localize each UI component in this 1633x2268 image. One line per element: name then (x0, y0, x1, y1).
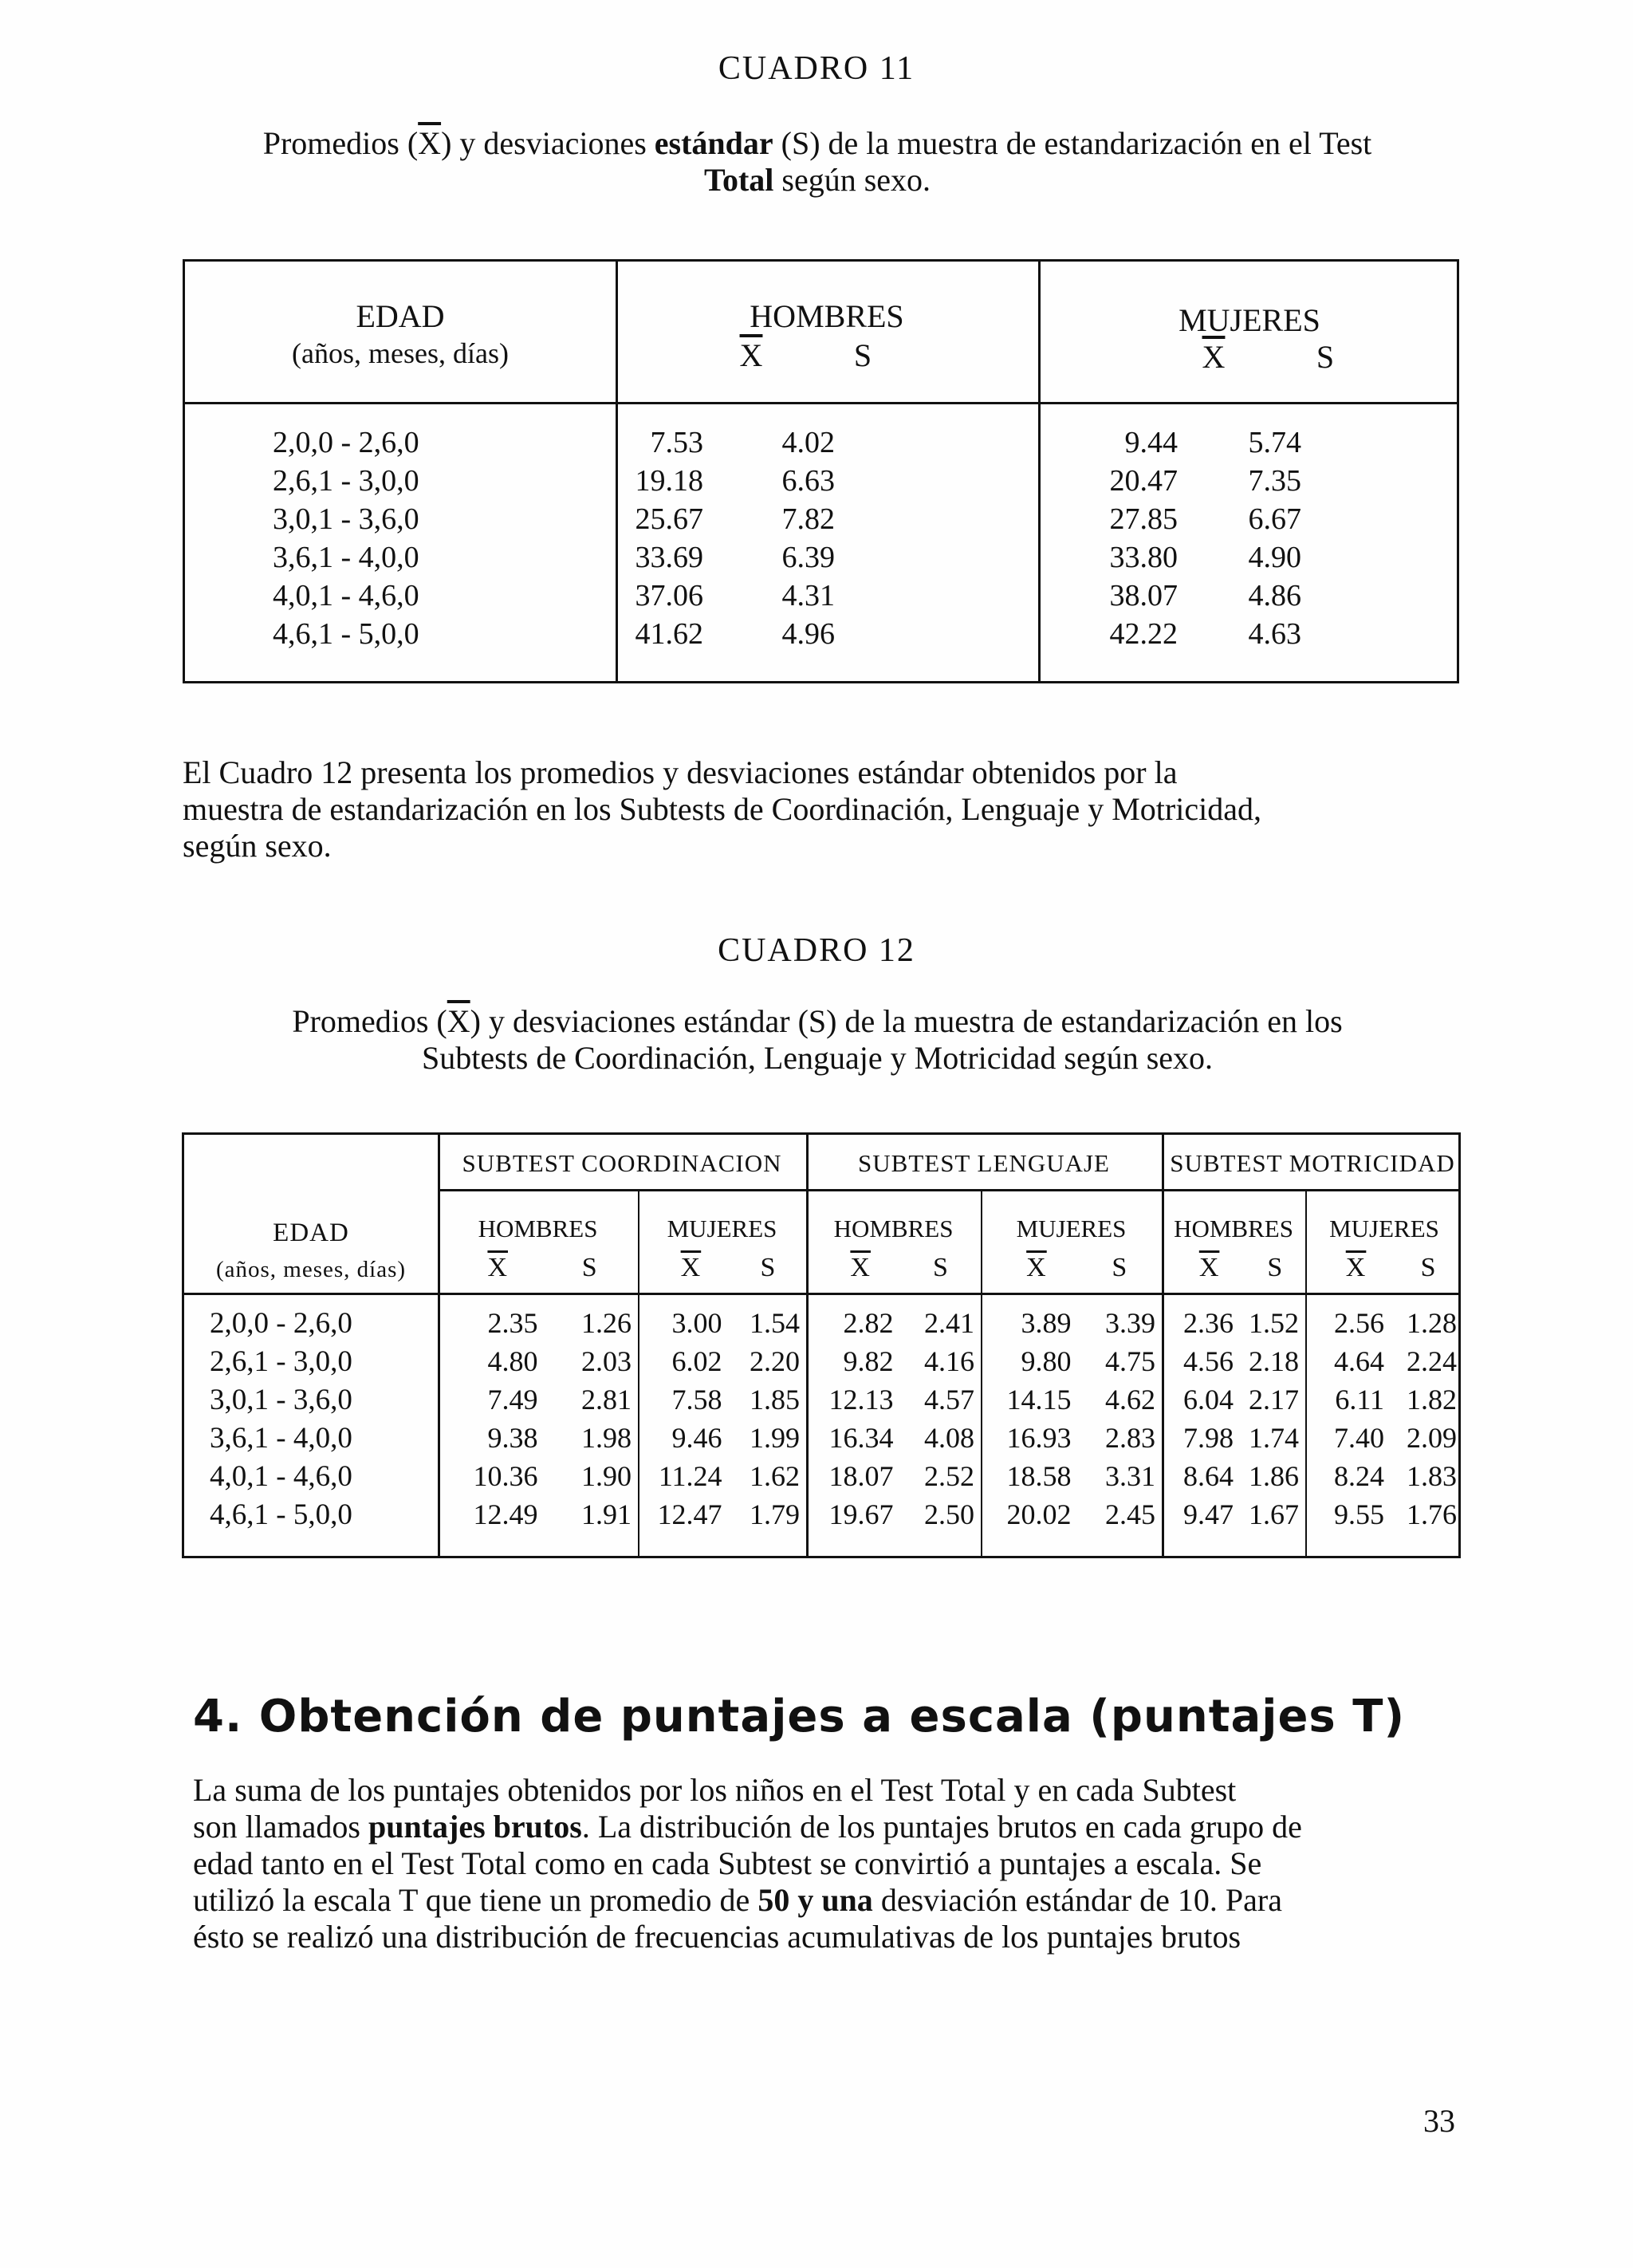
cell-edad: 3,0,1 - 3,6,0 (210, 1384, 352, 1416)
table-cell: 2.45 (1105, 1498, 1155, 1530)
cell-edad: 4,0,1 - 4,6,0 (210, 1460, 352, 1493)
table-cell: 3.89 (1021, 1307, 1072, 1339)
cell-edad: 3,6,1 - 4,0,0 (210, 1422, 352, 1455)
header-hombres: HOMBRES (1174, 1215, 1293, 1242)
cell-edad: 3,6,1 - 4,0,0 (273, 541, 419, 574)
table-cell: 7.98 (1183, 1422, 1234, 1454)
cell-mujeres-s: 4.90 (1248, 541, 1301, 574)
table-cell: 4.75 (1105, 1345, 1155, 1377)
cell-hombres-x: 33.69 (635, 541, 703, 574)
cuadro-12-table (182, 1132, 1461, 1558)
cell-edad: 4,6,1 - 5,0,0 (273, 617, 419, 651)
header-mujeres: MUJERES (1016, 1215, 1127, 1242)
table-cell: 2.82 (843, 1307, 894, 1339)
table-cell: 2.83 (1105, 1422, 1155, 1454)
table-cell: 1.74 (1249, 1422, 1299, 1454)
table-cell: 12.49 (473, 1498, 538, 1530)
header-subtest-coordinacion: SUBTEST COORDINACION (462, 1149, 782, 1177)
header-mujeres: MUJERES (667, 1215, 777, 1242)
table-cell: 1.52 (1249, 1307, 1299, 1339)
cell-edad: 2,6,1 - 3,0,0 (210, 1345, 352, 1378)
cuadro-12-caption: Promedios $(\overline{X})$ y desviaciones estándar (S) de la muestra de estandarización en los Subtests de Coordinación, Lenguaje y Motricidad según sexo. (292, 1003, 1343, 1076)
intro-paragraph: El Cuadro 12 presenta los promedios y desviaciones estándar obtenidos por la muestra de estandarización en los Subtests de Coordinación, Lenguaje y Motricidad, según sexo. (183, 754, 1261, 864)
table-cell: 3.00 (671, 1307, 722, 1339)
cell-edad: 3,0,1 - 3,6,0 (273, 502, 419, 536)
cell-hombres-s: 4.31 (781, 579, 835, 612)
table-cell: 1.76 (1407, 1498, 1457, 1530)
cell-mujeres-x: 42.22 (1109, 617, 1178, 651)
table-cell: 9.38 (487, 1422, 538, 1454)
table-cell: 8.64 (1183, 1460, 1234, 1492)
header-edad-sub: (años, meses, días) (292, 337, 509, 369)
table-cell: 1.62 (750, 1460, 800, 1492)
table-cell: 7.58 (671, 1384, 722, 1416)
table-cell: 1.28 (1407, 1307, 1457, 1339)
cell-hombres-s: 4.96 (781, 617, 835, 651)
table-cell: 10.36 (473, 1460, 538, 1492)
cell-mujeres-s: 5.74 (1248, 426, 1301, 459)
cell-hombres-x: 25.67 (635, 502, 703, 536)
table-cell: 2.03 (581, 1345, 632, 1377)
table-cell: 20.02 (1006, 1498, 1072, 1530)
table-cell: 16.93 (1006, 1422, 1072, 1454)
table-cell: 14.15 (1006, 1384, 1072, 1416)
cell-mujeres-x: 20.47 (1109, 464, 1178, 498)
header-subtest-lenguaje: SUBTEST LENGUAJE (858, 1149, 1110, 1177)
cell-edad: 2,0,0 - 2,6,0 (273, 426, 419, 459)
table-cell: 9.80 (1021, 1345, 1072, 1377)
table-cell: 1.26 (581, 1307, 632, 1339)
cell-mujeres-x: 33.80 (1109, 541, 1178, 574)
table-cell: 2.36 (1183, 1307, 1234, 1339)
table-cell: 1.99 (750, 1422, 800, 1454)
table-cell: 18.07 (828, 1460, 894, 1492)
table-cell: 2.52 (924, 1460, 974, 1492)
table-cell: 16.34 (828, 1422, 894, 1454)
table-cell: 3.31 (1105, 1460, 1155, 1492)
table-cell: 6.02 (671, 1345, 722, 1377)
table-cell: 1.91 (581, 1498, 632, 1530)
header-s: S (760, 1253, 777, 1282)
table-cell: 1.83 (1407, 1460, 1457, 1492)
table-cell: 9.82 (843, 1345, 894, 1377)
header-mujeres-x: $\overline{X}$ (1202, 339, 1226, 375)
table-cell: 2.09 (1407, 1422, 1457, 1454)
header-edad-sub: (años, meses, días) (215, 1257, 407, 1282)
cell-edad: 4,6,1 - 5,0,0 (210, 1498, 352, 1531)
table-cell: 7.49 (487, 1384, 538, 1416)
table-cell: 4.08 (924, 1422, 974, 1454)
cell-hombres-s: 7.82 (781, 502, 835, 536)
cell-edad: 2,6,1 - 3,0,0 (273, 464, 419, 498)
cuadro-12-title: CUADRO 12 (718, 932, 915, 969)
cell-hombres-s: 6.39 (781, 541, 835, 574)
section-paragraph: La suma de los puntajes obtenidos por los niños en el Test Total y en cada Subtest son llamados puntajes brutos. La distribución de los puntajes brutos en cada grupo de edad tanto en el Test Total como en cada Subtest se convirtió a puntajes a escala. Se utilizó la escala T que tiene un promedio de 50 y una desviación estándar de 10. Para ésto se realizó una distribución de frecuencias acumulativas de los puntajes brutos (193, 1772, 1302, 1955)
page-number: 33 (1423, 2103, 1455, 2139)
header-x: $\overline{X}$ (1345, 1253, 1367, 1282)
table-cell: 2.81 (581, 1384, 632, 1416)
section-title: 4. Obtención de puntajes a escala (puntajes T) (193, 1691, 1406, 1742)
table-cell: 2.56 (1334, 1307, 1384, 1339)
table-cell: 2.50 (924, 1498, 974, 1530)
table-cell: 1.85 (750, 1384, 800, 1416)
table-cell: 12.47 (657, 1498, 722, 1530)
table-cell: 7.40 (1334, 1422, 1384, 1454)
header-x: $\overline{X}$ (680, 1253, 702, 1282)
table-cell: 2.20 (750, 1345, 800, 1377)
cell-mujeres-s: 7.35 (1248, 464, 1301, 498)
table-cell: 2.35 (487, 1307, 538, 1339)
cell-edad: 2,0,0 - 2,6,0 (210, 1307, 352, 1340)
header-s: S (581, 1253, 598, 1282)
table-cell: 4.57 (924, 1384, 974, 1416)
table-cell: 1.90 (581, 1460, 632, 1492)
table-cell: 1.86 (1249, 1460, 1299, 1492)
table-cell: 6.04 (1183, 1384, 1234, 1416)
cell-mujeres-x: 38.07 (1109, 579, 1178, 612)
cell-mujeres-s: 4.86 (1248, 579, 1301, 612)
table-cell: 1.82 (1407, 1384, 1457, 1416)
cell-mujeres-s: 4.63 (1248, 617, 1301, 651)
cuadro-11-title: CUADRO 11 (718, 50, 915, 87)
header-hombres: HOMBRES (478, 1215, 598, 1242)
table-cell: 3.39 (1105, 1307, 1155, 1339)
header-hombres: HOMBRES (750, 298, 904, 334)
header-subtest-motricidad: SUBTEST MOTRICIDAD (1170, 1149, 1455, 1177)
header-s: S (1112, 1253, 1128, 1282)
header-edad: EDAD (356, 298, 445, 334)
table-cell: 6.11 (1335, 1384, 1384, 1416)
cuadro-11-caption: Promedios $(\overline{X})$ y desviaciones estándar (S) de la muestra de estandarización en el Test Total según sexo. (262, 125, 1372, 198)
table-cell: 12.13 (828, 1384, 894, 1416)
header-s: S (1420, 1253, 1437, 1282)
table-cell: 9.46 (671, 1422, 722, 1454)
table-cell: 1.79 (750, 1498, 800, 1530)
cell-edad: 4,0,1 - 4,6,0 (273, 579, 419, 612)
cuadro-11-table (183, 259, 1459, 683)
table-cell: 1.67 (1249, 1498, 1299, 1530)
table-cell: 18.58 (1006, 1460, 1072, 1492)
table-cell: 2.18 (1249, 1345, 1299, 1377)
table-cell: 1.98 (581, 1422, 632, 1454)
cell-hombres-s: 6.63 (781, 464, 835, 498)
cell-hombres-x: 41.62 (635, 617, 703, 651)
table-cell: 1.54 (750, 1307, 800, 1339)
cell-hombres-x: 7.53 (650, 426, 703, 459)
table-cell: 4.56 (1183, 1345, 1234, 1377)
table-cell: 4.16 (924, 1345, 974, 1377)
table-cell: 2.41 (924, 1307, 974, 1339)
cell-hombres-x: 37.06 (635, 579, 703, 612)
header-mujeres-s: S (1316, 339, 1335, 375)
table-cell: 4.64 (1334, 1345, 1384, 1377)
header-edad: EDAD (273, 1219, 349, 1247)
header-s: S (932, 1253, 949, 1282)
table-cell: 4.62 (1105, 1384, 1155, 1416)
header-hombres: HOMBRES (833, 1215, 954, 1242)
table-cell: 11.24 (658, 1460, 722, 1492)
header-mujeres: MUJERES (1179, 302, 1320, 338)
header-x: $\overline{X}$ (1198, 1253, 1220, 1282)
cell-mujeres-x: 9.44 (1124, 426, 1178, 459)
cell-mujeres-s: 6.67 (1248, 502, 1301, 536)
cell-hombres-s: 4.02 (781, 426, 835, 459)
table-cell: 9.55 (1334, 1498, 1384, 1530)
table-cell: 19.67 (828, 1498, 894, 1530)
header-hombres-s: S (853, 337, 872, 373)
header-hombres-x: $\overline{X}$ (739, 337, 763, 373)
header-x: $\overline{X}$ (850, 1253, 871, 1282)
table-cell: 2.24 (1407, 1345, 1457, 1377)
table-cell: 8.24 (1334, 1460, 1384, 1492)
cell-mujeres-x: 27.85 (1109, 502, 1178, 536)
header-mujeres: MUJERES (1329, 1215, 1439, 1242)
table-cell: 4.80 (487, 1345, 538, 1377)
header-x: $\overline{X}$ (487, 1253, 508, 1282)
table-cell: 2.17 (1249, 1384, 1299, 1416)
cell-hombres-x: 19.18 (635, 464, 703, 498)
table-cell: 9.47 (1183, 1498, 1234, 1530)
header-s: S (1267, 1253, 1284, 1282)
header-x: $\overline{X}$ (1026, 1253, 1047, 1282)
